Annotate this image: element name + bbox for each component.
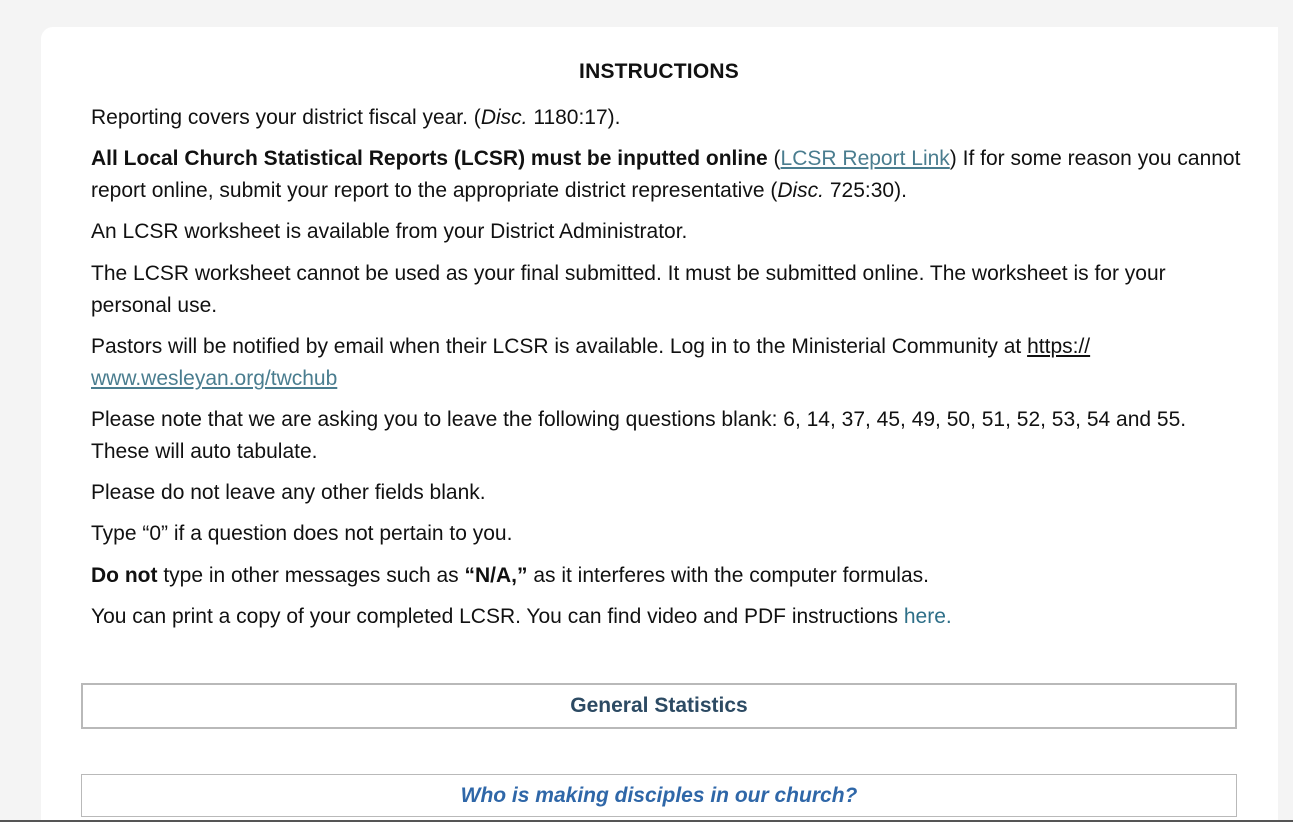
- paragraph-type-zero: Type “0” if a question does not pertain to you.: [91, 522, 513, 545]
- paragraph-pastors-notified: [91, 331, 1241, 395]
- paragraph-lcsr-online: [91, 143, 1241, 207]
- p1-text: Reporting covers your district fiscal year. (: [91, 106, 481, 129]
- paragraph-no-blank: Please do not leave any other fields blank.: [91, 481, 486, 504]
- p10-text: You can print a copy of your completed LCSR. You can find video and PDF instructions: [91, 605, 904, 628]
- p1-disc: Disc.: [480, 106, 528, 129]
- instructions-here-link[interactable]: here.: [903, 605, 952, 628]
- p9-post: as it interferes with the computer formulas.: [527, 564, 929, 587]
- general-statistics-header: General Statistics: [81, 683, 1237, 729]
- paragraph-worksheet-available: An LCSR worksheet is available from your District Administrator.: [91, 220, 688, 243]
- p2-bold: All Local Church Statistical Reports (LCSR) must be inputted online: [91, 147, 768, 170]
- paragraph-print-copy: [91, 601, 1241, 633]
- paragraph-fiscal-year: [91, 102, 1241, 134]
- instructions-heading: INSTRUCTIONS: [579, 60, 739, 83]
- p1-post: 1180:17).: [527, 106, 621, 129]
- p2-post1: ) If for some reason you cannot report online, submit your report to the appropriate district representative (: [91, 147, 1241, 202]
- p9-bold1: Do not: [91, 564, 158, 587]
- twchub-link-part2[interactable]: www.wesleyan.org/twchub: [91, 367, 338, 390]
- p5-text: Pastors will be notified by email when their LCSR is available. Log in to the Ministerial Community at: [91, 335, 1028, 358]
- p2-open: (: [767, 147, 781, 170]
- p2-disc: Disc.: [777, 179, 825, 202]
- lcsr-report-link[interactable]: LCSR Report Link: [780, 147, 950, 170]
- p9-bold2: “N/A,”: [464, 564, 528, 587]
- paragraph-worksheet-use: The LCSR worksheet cannot be used as your final submitted. It must be submitted online. The worksheet is for your personal use.: [91, 262, 1166, 317]
- paragraph-do-not-type: [91, 560, 1241, 592]
- who-making-disciples-header: Who is making disciples in our church?: [81, 774, 1237, 817]
- twchub-link-part1[interactable]: https://: [1027, 335, 1091, 358]
- p2-post2: 725:30).: [824, 179, 907, 202]
- paragraph-leave-blank: Please note that we are asking you to leave the following questions blank: 6, 14, 37, 45, 49, 50, 51, 52, 53, 54 and 55. These will auto tabulate.: [91, 408, 1187, 463]
- p9-mid: type in other messages such as: [157, 564, 465, 587]
